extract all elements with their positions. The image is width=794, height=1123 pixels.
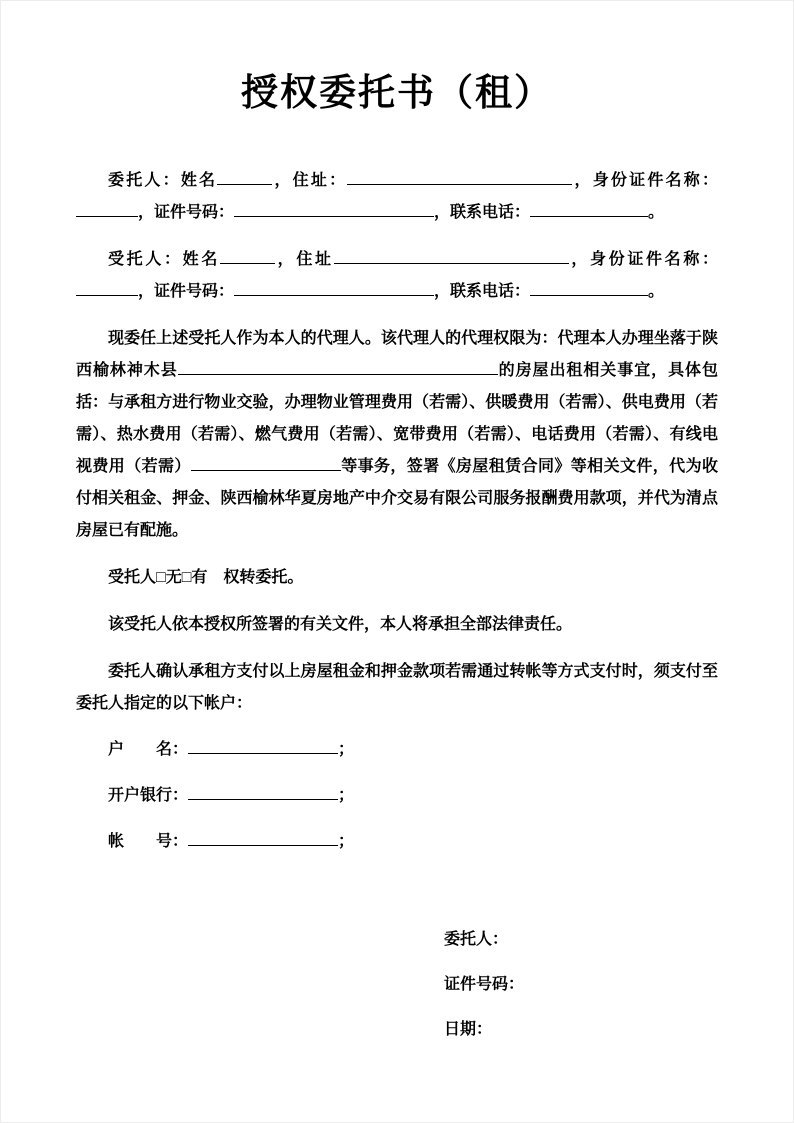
trustee-id-number-blank: [234, 281, 434, 296]
text-run: 帐 号：: [108, 833, 189, 850]
text-run: 户 名：: [108, 741, 189, 758]
liability-paragraph: [76, 609, 718, 641]
text-run: 受托人：姓名: [108, 251, 220, 268]
property-location-blank: [178, 360, 498, 375]
text-run: 受托人: [108, 569, 157, 586]
document-title: 授权委托书（租）: [241, 73, 553, 114]
authorization-paragraph: [76, 323, 718, 547]
text-run: ，住址: [275, 251, 334, 268]
account-name-line: [76, 735, 718, 765]
account-number-line: [76, 827, 718, 857]
text-run: ，身份证件名称：: [568, 251, 718, 268]
text-run: 的房屋出租相关事宜，具体包括：与承租方进行物业交验，办理物业管理费用（若需）、供暖费用（若需）、供电费用（若需）、热水费用（若需）、燃气费用（若需）、宽带费用（若需）、电话费用（若需）、有线电视费用（若需）: [76, 362, 718, 475]
principal-id-type-blank: [76, 202, 138, 217]
text-run: 该受托人依本授权所签署的有关文件，本人将承担全部法律责任。: [108, 616, 573, 633]
text-run: ；: [338, 787, 355, 804]
account-name-blank: [188, 739, 338, 754]
trustee-id-type-blank: [76, 281, 138, 296]
trustee-name-blank: [220, 249, 275, 264]
text-run: 开户银行：: [108, 787, 189, 804]
trustee-phone-blank: [530, 281, 648, 296]
text-run: 现委任上述受托人作为本人的代理人。该代理人的代理权限为：代理本人办理坐落于陕西榆林神木县: [76, 330, 718, 379]
text-run: 无: [165, 569, 182, 586]
trustee-address-blank: [334, 249, 569, 264]
text-run: 有 权转委托。: [191, 569, 304, 586]
principal-phone-blank: [530, 202, 648, 217]
principal-id-number-blank: [234, 202, 434, 217]
principal-address-blank: [347, 170, 572, 185]
signature-block: [444, 925, 718, 1045]
signature-id-number-label: 证件号码：: [444, 976, 525, 993]
account-number-blank: [188, 831, 338, 846]
bank-line: [76, 781, 718, 811]
text-run: ，住址：: [272, 172, 348, 189]
text-run: 等事务，签署《房屋租赁合同》等相关文件，代为收付相关租金、押金、陕西榆林华夏房地产中介交易有限公司服务报酬费用款项，并代为清点房屋已有配施。: [76, 458, 718, 539]
trustee-paragraph: [76, 244, 718, 308]
text-run: ；: [338, 741, 355, 758]
document-body: [76, 165, 718, 857]
text-run: ，证件号码：: [138, 283, 235, 300]
text-run: 。: [648, 204, 665, 221]
signature-date-label: 日期：: [444, 1021, 493, 1038]
checkbox-yes-icon: □: [181, 569, 192, 586]
text-run: 委托人：姓名: [108, 172, 218, 189]
text-run: ，证件号码：: [138, 204, 235, 221]
text-run: ，联系电话：: [434, 204, 531, 221]
text-run: ；: [338, 833, 355, 850]
text-run: ，身份证件名称：: [572, 172, 718, 189]
bank-name-blank: [188, 785, 338, 800]
principal-paragraph: [76, 165, 718, 229]
sub-delegation-paragraph: [76, 562, 718, 594]
principal-name-blank: [217, 170, 272, 185]
text-run: ，联系电话：: [434, 283, 531, 300]
signature-principal-label: 委托人：: [444, 931, 509, 948]
other-fees-blank: [191, 456, 341, 471]
checkbox-no-icon: □: [156, 569, 166, 586]
payment-paragraph: [76, 656, 718, 720]
text-run: 委托人确认承租方支付以上房屋租金和押金款项若需通过转帐等方式支付时，须支付至委托人指定的以下帐户：: [76, 663, 718, 712]
text-run: 。: [648, 283, 665, 300]
